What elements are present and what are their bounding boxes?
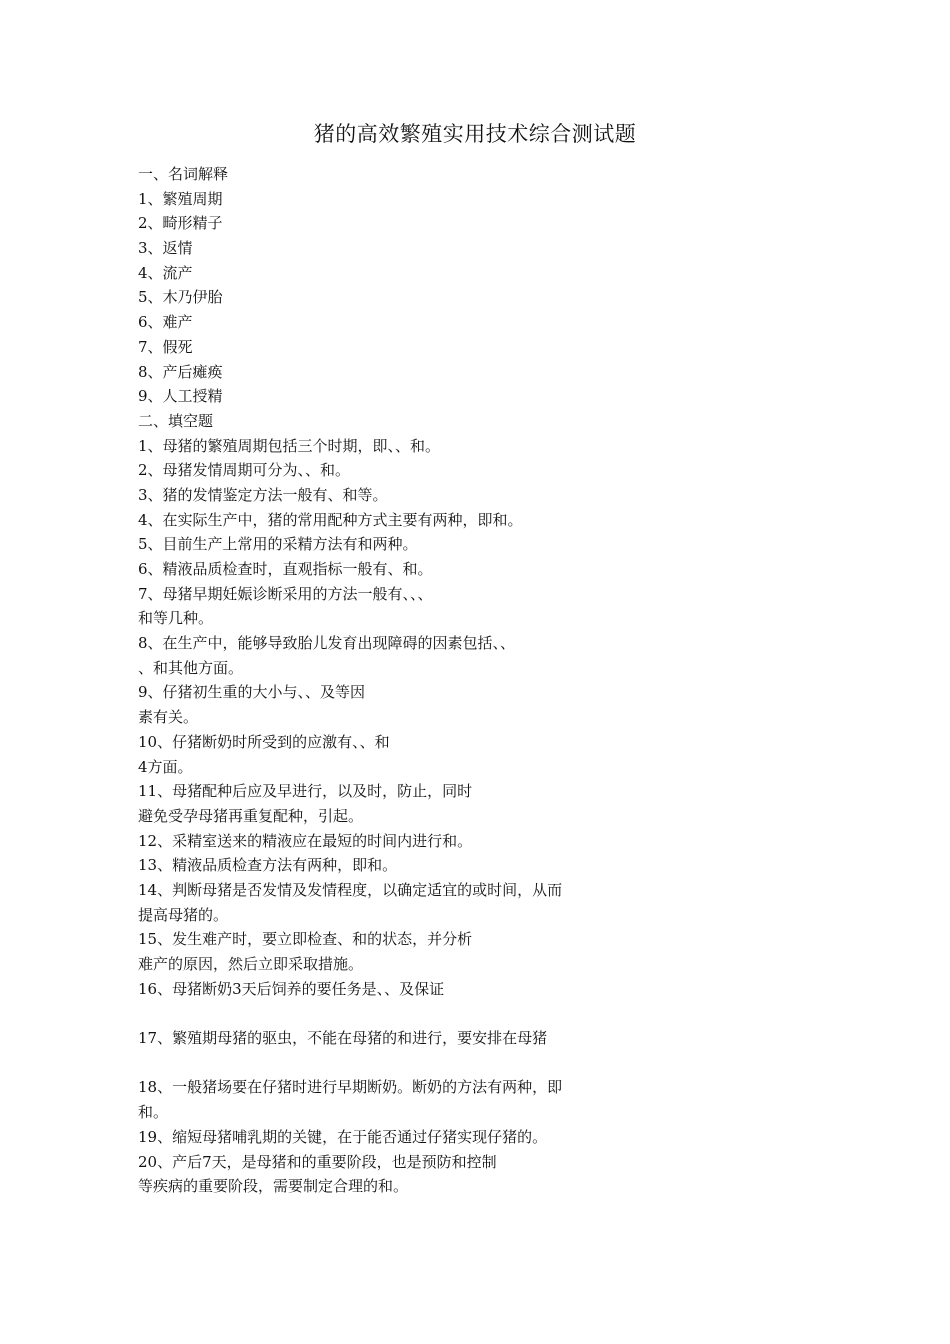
text-line: 5、木乃伊胎 (138, 288, 223, 307)
text-line: 13、精液品质检查方法有两种，即和。 (138, 856, 398, 875)
document-title: 猪的高效繁殖实用技术综合测试题 (313, 122, 637, 146)
text-line: 和等几种。 (138, 609, 214, 628)
text-line: 和。 (138, 1103, 169, 1122)
document-body (138, 162, 838, 1199)
text-line: 提高母猪的。 (138, 905, 229, 924)
text-line: 4、流产 (138, 263, 193, 282)
text-line: 8、在生产中，能够导致胎儿发育出现障碍的因素包括、、 (138, 634, 516, 653)
text-line: 避免受孕母猪再重复配种，引起。 (138, 806, 364, 825)
text-line: 4方面。 (138, 757, 193, 776)
text-line: 等疾病的重要阶段，需要制定合理的和。 (138, 1177, 409, 1196)
text-line: 8、产后瘫痪 (138, 362, 223, 381)
text-line: 18、一般猪场要在仔猪时进行早期断奶。断奶的方法有两种，即 (138, 1078, 563, 1097)
text-line: 9、仔猪初生重的大小与、、及等因 (138, 683, 366, 702)
text-line: 10、仔猪断奶时所受到的应激有、、和 (138, 732, 390, 751)
text-line: 2、母猪发情周期可分为、、和。 (138, 461, 351, 480)
blank-line (138, 1051, 838, 1076)
text-line: 4、在实际生产中，猪的常用配种方式主要有两种，即和。 (138, 510, 523, 529)
text-line: 3、返情 (138, 239, 193, 258)
text-line: 难产的原因，然后立即采取措施。 (138, 955, 364, 973)
text-line: 17、繁殖期母猪的驱虫，不能在母猪的和进行，要安排在母猪 (138, 1029, 548, 1048)
text-line: 9、人工授精 (138, 387, 223, 406)
text-line: 3、猪的发情鉴定方法一般有、和等。 (138, 485, 388, 504)
text-line: 素有关。 (138, 708, 199, 727)
text-line: 7、母猪早期妊娠诊断采用的方法一般有、、、 (138, 584, 433, 603)
text-line: 1、母猪的繁殖周期包括三个时期，即、、和。 (138, 436, 441, 455)
text-line: 12、采精室送来的精液应在最短的时间内进行和。 (138, 831, 473, 850)
text-line: 2、畸形精子 (138, 214, 223, 233)
text-line: 7、假死 (138, 337, 193, 356)
text-line: 19、缩短母猪哺乳期的关键，在于能否通过仔猪实现仔猪的。 (138, 1127, 548, 1146)
text-line: 6、难产 (138, 313, 193, 332)
text-line: 11、母猪配种后应及早进行，以及时，防止，同时 (138, 782, 473, 801)
text-line: 、和其他方面。 (138, 658, 244, 677)
text-line: 1、繁殖周期 (138, 189, 223, 208)
text-line: 20、产后7天，是母猪和的重要阶段，也是预防和控制 (138, 1152, 497, 1171)
text-line: 14、判断母猪是否发情及发情程度，以确定适宜的或时间，从而 (138, 880, 563, 899)
text-line: 二、填空题 (138, 411, 214, 430)
text-line: 16、母猪断奶3天后饲养的要任务是、、及保证 (138, 979, 445, 998)
blank-line (138, 1001, 838, 1026)
text-line: 15、发生难产时，要立即检查、和的状态，并分析 (138, 930, 473, 949)
text-line: 5、目前生产上常用的采精方法有和两种。 (138, 535, 418, 554)
text-line: 6、精液品质检查时，直观指标一般有、和。 (138, 560, 433, 578)
text-line: 一、名词解释 (138, 165, 229, 183)
